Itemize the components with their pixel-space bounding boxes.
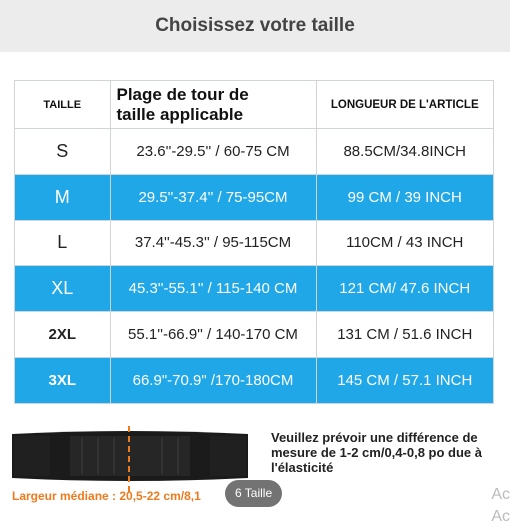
range-cell: 45.3''-55.1'' / 115-140 CM xyxy=(110,266,316,312)
length-cell: 88.5CM/34.8INCH xyxy=(316,129,493,175)
size-chart-table xyxy=(14,80,494,404)
length-cell: 99 CM / 39 INCH xyxy=(316,174,493,220)
size-cell: M xyxy=(15,174,110,220)
median-measure-line xyxy=(128,426,130,492)
cropped-text-top: Ac xyxy=(491,486,510,503)
length-cell: 110CM / 43 INCH xyxy=(316,220,493,266)
size-cell: L xyxy=(15,220,110,266)
table-row xyxy=(15,266,493,312)
table-row xyxy=(15,312,493,358)
range-cell: 29.5''-37.4'' / 75-95CM xyxy=(110,174,316,220)
image-count-badge[interactable]: 6 Taille xyxy=(225,480,282,507)
cropped-text-bottom: Ac xyxy=(491,508,510,525)
header-range-line2: taille applicable xyxy=(116,104,244,124)
header-size: TAILLE xyxy=(15,81,110,129)
range-cell: 66.9"-70.9" /170-180CM xyxy=(110,357,316,402)
length-cell: 121 CM/ 47.6 INCH xyxy=(316,266,493,312)
size-cell: 3XL xyxy=(15,357,110,402)
length-cell: 131 CM / 51.6 INCH xyxy=(316,312,493,358)
size-cell: S xyxy=(15,129,110,175)
elasticity-note: Veuillez prévoir une différence de mesure de 1-2 cm/0,4-0,8 po due à l'élasticité xyxy=(271,430,482,475)
page-title: Choisissez votre taille xyxy=(155,15,355,36)
median-width-label: Largeur médiane : 20,5-22 cm/8,1 xyxy=(12,489,201,503)
table-row xyxy=(15,129,493,175)
length-cell: 145 CM / 57.1 INCH xyxy=(316,357,493,402)
range-cell: 37.4''-45.3'' / 95-115CM xyxy=(110,220,316,266)
range-cell: 23.6''-29.5'' / 60-75 CM xyxy=(110,129,316,175)
size-cell: XL xyxy=(15,266,110,312)
table-row xyxy=(15,357,493,402)
table-row xyxy=(15,220,493,266)
table-header-row xyxy=(15,81,493,129)
belt-illustration-area xyxy=(0,400,510,525)
table-row xyxy=(15,174,493,220)
size-cell: 2XL xyxy=(15,312,110,358)
header-range xyxy=(110,81,316,129)
range-cell: 55.1''-66.9'' / 140-170 CM xyxy=(110,312,316,358)
page-header xyxy=(0,0,510,52)
header-length: LONGUEUR DE L'ARTICLE xyxy=(316,81,493,129)
belt-image xyxy=(10,428,250,484)
header-range-line1: Plage de tour de xyxy=(116,84,249,104)
